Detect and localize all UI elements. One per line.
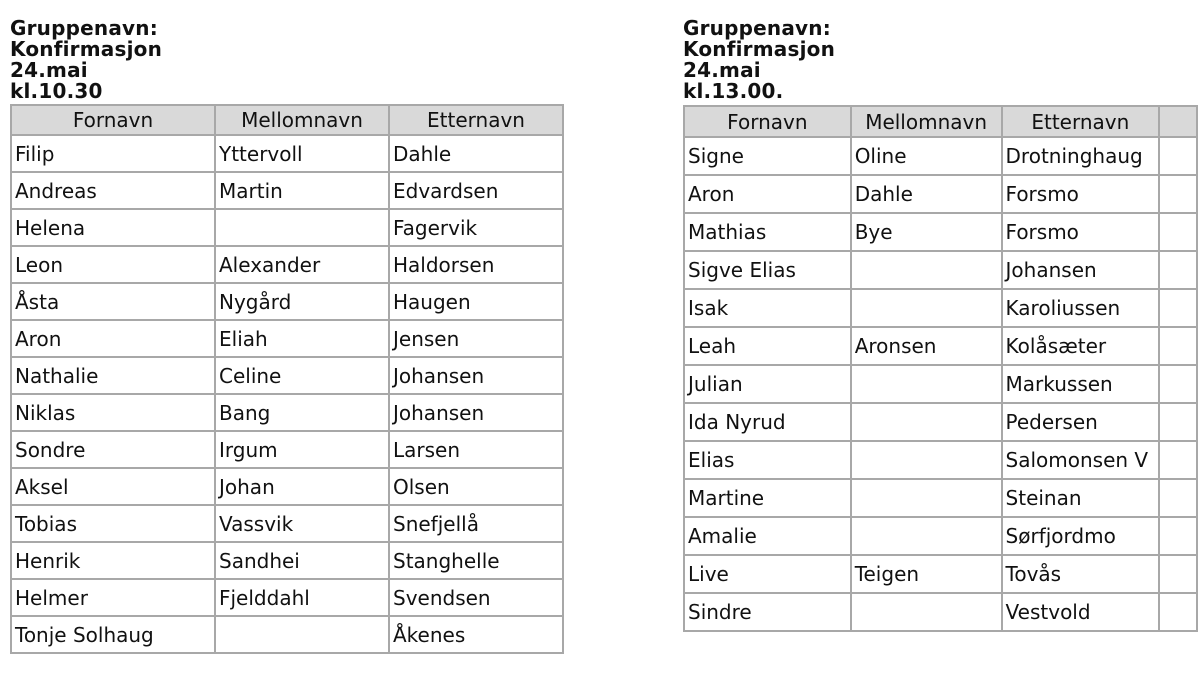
cell-mellomnavn: [215, 209, 389, 246]
cell-etternavn: Edvardsen: [389, 172, 563, 209]
cell-fornavn: Julian: [684, 365, 851, 403]
table-header-row: [684, 106, 1197, 137]
cell-fornavn: Andreas: [11, 172, 215, 209]
table-row: [684, 555, 1197, 593]
group-time: kl.13.00.: [683, 79, 784, 103]
table-row: [684, 441, 1197, 479]
cell-etternavn: Stanghelle: [389, 542, 563, 579]
cell-fornavn: Aksel: [11, 468, 215, 505]
cell-fornavn: Tobias: [11, 505, 215, 542]
cell-extra: [1159, 175, 1197, 213]
cell-extra: [1159, 403, 1197, 441]
table-row: [684, 403, 1197, 441]
cell-mellomnavn: [851, 365, 1002, 403]
cell-etternavn: Sørfjordmo: [1002, 517, 1160, 555]
table-row: [11, 320, 563, 357]
cell-mellomnavn: Vassvik: [215, 505, 389, 542]
cell-mellomnavn: [851, 251, 1002, 289]
cell-etternavn: Åkenes: [389, 616, 563, 653]
cell-mellomnavn: Irgum: [215, 431, 389, 468]
cell-mellomnavn: Fjelddahl: [215, 579, 389, 616]
cell-fornavn: Ida Nyrud: [684, 403, 851, 441]
cell-fornavn: Sigve Elias: [684, 251, 851, 289]
column-header-etternavn: Etternavn: [1002, 106, 1160, 137]
column-header-etternavn: Etternavn: [389, 105, 563, 135]
cell-extra: [1159, 137, 1197, 175]
cell-fornavn: Helena: [11, 209, 215, 246]
group-date: 24.mai: [683, 58, 761, 82]
group-name-label: Gruppenavn:: [683, 16, 831, 40]
cell-etternavn: Haldorsen: [389, 246, 563, 283]
cell-etternavn: Haugen: [389, 283, 563, 320]
table-row: [11, 468, 563, 505]
cell-extra: [1159, 593, 1197, 631]
table-row: [11, 135, 563, 172]
cell-extra: [1159, 327, 1197, 365]
group-date: 24.mai: [10, 58, 88, 82]
cell-mellomnavn: Alexander: [215, 246, 389, 283]
cell-mellomnavn: [851, 517, 1002, 555]
cell-fornavn: Mathias: [684, 213, 851, 251]
cell-extra: [1159, 365, 1197, 403]
column-header-mellomnavn: Mellomnavn: [215, 105, 389, 135]
cell-mellomnavn: Sandhei: [215, 542, 389, 579]
table-row: [684, 479, 1197, 517]
cell-fornavn: Åsta: [11, 283, 215, 320]
cell-etternavn: Forsmo: [1002, 175, 1160, 213]
cell-extra: [1159, 251, 1197, 289]
cell-etternavn: Markussen: [1002, 365, 1160, 403]
cell-etternavn: Dahle: [389, 135, 563, 172]
cell-extra: [1159, 517, 1197, 555]
cell-mellomnavn: Johan: [215, 468, 389, 505]
cell-fornavn: Filip: [11, 135, 215, 172]
cell-mellomnavn: Nygård: [215, 283, 389, 320]
cell-fornavn: Leon: [11, 246, 215, 283]
cell-etternavn: Karoliussen: [1002, 289, 1160, 327]
column-header-extra: [1159, 106, 1197, 137]
cell-fornavn: Isak: [684, 289, 851, 327]
cell-etternavn: Jensen: [389, 320, 563, 357]
cell-etternavn: Johansen: [1002, 251, 1160, 289]
group-name-label: Gruppenavn:: [10, 16, 158, 40]
table-row: [684, 175, 1197, 213]
column-header-fornavn: Fornavn: [684, 106, 851, 137]
cell-fornavn: Amalie: [684, 517, 851, 555]
table-row: [11, 283, 563, 320]
cell-mellomnavn: Aronsen: [851, 327, 1002, 365]
cell-mellomnavn: Eliah: [215, 320, 389, 357]
cell-etternavn: Drotninghaug: [1002, 137, 1160, 175]
cell-etternavn: Fagervik: [389, 209, 563, 246]
column-header-mellomnavn: Mellomnavn: [851, 106, 1002, 137]
cell-etternavn: Olsen: [389, 468, 563, 505]
cell-mellomnavn: [215, 616, 389, 653]
cell-etternavn: Kolåsæter: [1002, 327, 1160, 365]
cell-mellomnavn: [851, 441, 1002, 479]
cell-mellomnavn: [851, 403, 1002, 441]
cell-fornavn: Martine: [684, 479, 851, 517]
cell-mellomnavn: Oline: [851, 137, 1002, 175]
table-row: [684, 517, 1197, 555]
group-1-header: [10, 18, 564, 102]
cell-fornavn: Elias: [684, 441, 851, 479]
cell-fornavn: Live: [684, 555, 851, 593]
cell-extra: [1159, 479, 1197, 517]
group-2-table: [683, 105, 1198, 632]
cell-etternavn: Johansen: [389, 357, 563, 394]
cell-extra: [1159, 555, 1197, 593]
table-row: [11, 357, 563, 394]
table-row: [11, 394, 563, 431]
cell-mellomnavn: Dahle: [851, 175, 1002, 213]
cell-fornavn: Helmer: [11, 579, 215, 616]
table-row: [684, 251, 1197, 289]
cell-mellomnavn: [851, 479, 1002, 517]
cell-extra: [1159, 289, 1197, 327]
table-row: [684, 593, 1197, 631]
table-row: [11, 505, 563, 542]
table-row: [11, 246, 563, 283]
cell-fornavn: Signe: [684, 137, 851, 175]
cell-fornavn: Leah: [684, 327, 851, 365]
cell-fornavn: Aron: [11, 320, 215, 357]
cell-mellomnavn: [851, 289, 1002, 327]
table-header-row: [11, 105, 563, 135]
group-name: Konfirmasjon: [683, 37, 836, 61]
group-2-header: [683, 18, 1198, 102]
cell-mellomnavn: Bye: [851, 213, 1002, 251]
group-name: Konfirmasjon: [10, 37, 163, 61]
cell-etternavn: Larsen: [389, 431, 563, 468]
group-time: kl.10.30: [10, 79, 103, 103]
group-1: [10, 18, 564, 654]
cell-fornavn: Henrik: [11, 542, 215, 579]
cell-etternavn: Vestvold: [1002, 593, 1160, 631]
cell-etternavn: Johansen: [389, 394, 563, 431]
table-row: [11, 172, 563, 209]
table-row: [11, 209, 563, 246]
cell-mellomnavn: Bang: [215, 394, 389, 431]
group-2: [683, 18, 1198, 632]
column-header-fornavn: Fornavn: [11, 105, 215, 135]
table-row: [11, 579, 563, 616]
table-row: [11, 431, 563, 468]
cell-mellomnavn: Celine: [215, 357, 389, 394]
cell-etternavn: Snefjellå: [389, 505, 563, 542]
cell-etternavn: Forsmo: [1002, 213, 1160, 251]
table-row: [684, 289, 1197, 327]
cell-fornavn: Nathalie: [11, 357, 215, 394]
group-1-rows: [11, 135, 563, 653]
cell-fornavn: Sindre: [684, 593, 851, 631]
table-row: [684, 213, 1197, 251]
cell-fornavn: Aron: [684, 175, 851, 213]
cell-extra: [1159, 441, 1197, 479]
table-row: [11, 542, 563, 579]
table-row: [11, 616, 563, 653]
cell-fornavn: Tonje Solhaug: [11, 616, 215, 653]
cell-mellomnavn: Yttervoll: [215, 135, 389, 172]
cell-etternavn: Pedersen: [1002, 403, 1160, 441]
cell-etternavn: Salomonsen V: [1002, 441, 1160, 479]
group-2-rows: [684, 137, 1197, 631]
table-row: [684, 327, 1197, 365]
group-1-table: [10, 104, 564, 654]
table-row: [684, 365, 1197, 403]
cell-extra: [1159, 213, 1197, 251]
cell-etternavn: Tovås: [1002, 555, 1160, 593]
cell-mellomnavn: Teigen: [851, 555, 1002, 593]
cell-etternavn: Steinan: [1002, 479, 1160, 517]
table-row: [684, 137, 1197, 175]
cell-mellomnavn: [851, 593, 1002, 631]
cell-fornavn: Niklas: [11, 394, 215, 431]
cell-mellomnavn: Martin: [215, 172, 389, 209]
cell-fornavn: Sondre: [11, 431, 215, 468]
cell-etternavn: Svendsen: [389, 579, 563, 616]
